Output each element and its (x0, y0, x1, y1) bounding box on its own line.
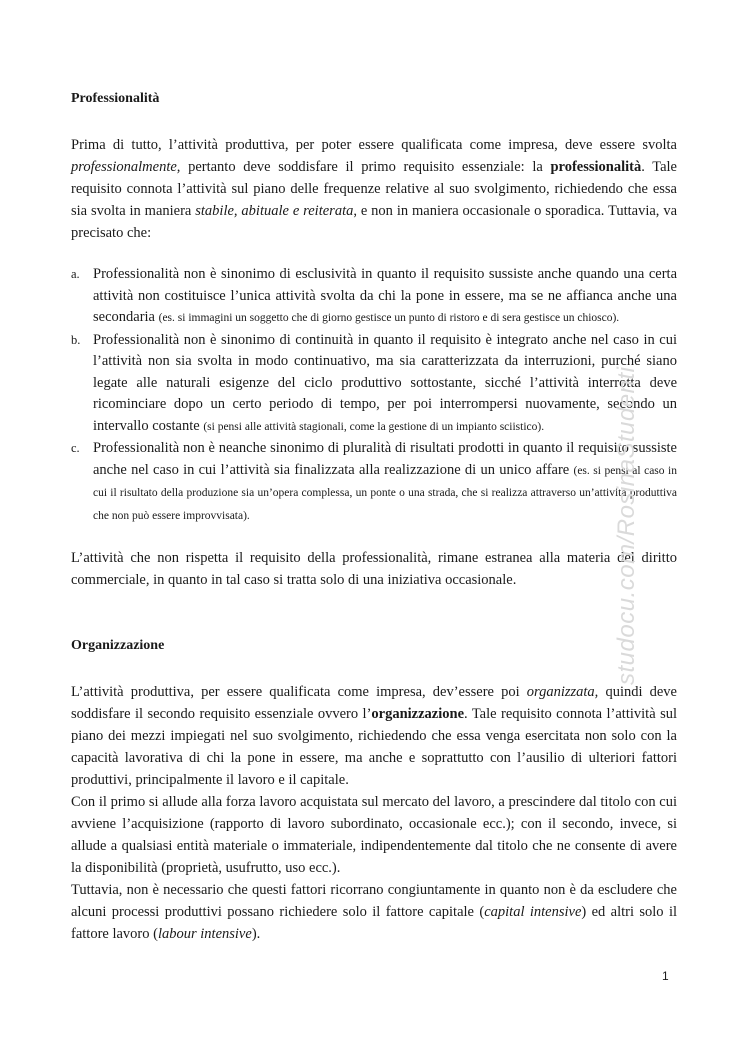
spacer (71, 244, 677, 264)
organizzazione-paragraph-1 (71, 681, 677, 791)
org-text-3: . Tale requisito connota l’attività sul piano dei mezzi impiegati nel suo svolgimento, richiedendo che essa venga esercitata non solo con la capacità lavorativa di chi la pone in essere, ma anche e soprattutto con l’ausilio di ulteriori fattori produttivi, principalmente il lavoro e il capitale. (71, 706, 677, 788)
intro-text-2: pertanto deve soddisfare il primo requisito essenziale: la (180, 159, 551, 175)
list-item-note: (es. si pensi al caso in cui il risultato della produzione sia un’opera complessa, un ponte o una strada, che si realizza attraverso un’attività produttiva che non può essere improvvisata). (93, 464, 677, 522)
intro-text-4: , e non in maniera occasionale o sporadica. Tuttavia, va precisato che: (71, 203, 678, 241)
org-text-1: L’attività produttiva, per essere qualificata come impresa, dev’essere poi (71, 684, 527, 700)
intro-bold-term: professionalità (550, 159, 642, 175)
list-marker: b. (71, 332, 81, 347)
spacer (71, 527, 677, 547)
requirement-list (71, 264, 677, 527)
intro-emphasis-1: professionalmente, (71, 159, 181, 175)
org-text-6: ). (251, 926, 261, 942)
organizzazione-paragraph-3 (71, 879, 677, 945)
page-number: 1 (662, 969, 669, 983)
list-marker: a. (71, 267, 80, 281)
watermark-text: studocu.com/RosinaStudenti (613, 366, 640, 685)
spacer (71, 110, 677, 134)
intro-paragraph (71, 134, 677, 244)
section-title-professionalita: Professionalità (71, 91, 160, 106)
list-item-note: (si pensi alle attività stagionali, come la gestione di un impianto sciistico). (203, 420, 545, 433)
list-item-text: Professionalità non è sinonimo di continuità in quanto il requisito è integrato anche nel caso in cui l’attività non sia svolta in modo continuativo, ma sia caratterizzata da interruzioni, purché siano legate alle naturali esigenze del ciclo produttivo sottostante, sicché l’attività interrotta deve ricominciare dopo un certo periodo di tempo, per poi interrompersi nuovamente, secondo un intervallo costante (93, 331, 677, 434)
org-emphasis-1: organizzata, (526, 684, 599, 700)
list-item (71, 330, 677, 439)
org-text-2: quindi deve soddisfare il secondo requisito essenziale ovvero l’ (71, 684, 677, 722)
closing-paragraph: L’attività che non rispetta il requisito della professionalità, rimane estranea alla materia del diritto commerciale, in quanto in tal caso si tratta solo di una iniziativa occasionale. (71, 550, 677, 588)
org-emphasis-3: labour intensive (157, 926, 252, 942)
list-marker: c. (71, 441, 80, 455)
org-text-5: ) ed altri solo il fattore lavoro ( (71, 904, 677, 942)
org-bold-term: organizzazione (371, 706, 465, 722)
document-page (71, 88, 677, 945)
spacer (71, 591, 677, 635)
list-item (71, 264, 677, 330)
intro-text-3: . Tale requisito connota l’attività sul piano delle frequenze relative al suo svolgimento, richiedendo che essa sia svolta in maniera (71, 159, 677, 219)
intro-text-1: Prima di tutto, l’attività produttiva, per poter essere qualificata come impresa, deve essere svolta (71, 137, 677, 153)
org-emphasis-2: capital intensive (484, 904, 582, 920)
list-item (71, 438, 677, 527)
org-text-4: Tuttavia, non è necessario che questi fattori ricorrano congiuntamente in quanto non è da escludere che alcuni processi produttivi possano richiedere solo il fattore capitale ( (71, 882, 677, 920)
organizzazione-paragraph-2: Con il primo si allude alla forza lavoro acquistata sul mercato del lavoro, a prescindere dal titolo con cui avviene l’acquisizione (rapporto di lavoro subordinato, occasionale ecc.); con il secondo, invece, si allude a qualsiasi entità materiale o immateriale, indipendentemente dal titolo che ne consente di avere la disponibilità (proprietà, usufrutto, uso ecc.). (71, 794, 677, 876)
list-item-text: Professionalità non è neanche sinonimo di pluralità di risultati prodotti in quanto il requisito sussiste anche nel caso in cui l’attività sia finalizzata alla realizzazione di un unico affare (93, 440, 677, 478)
section-title-organizzazione: Organizzazione (71, 638, 165, 653)
list-item-text: Professionalità non è sinonimo di esclusività in quanto il requisito sussiste anche quando una certa attività non costituisce l’unica attività svolta da chi la pone in essere, ma se ne affianca anche una secondaria (93, 266, 677, 325)
intro-emphasis-2: stabile, abituale e reiterata (195, 203, 354, 219)
list-item-note: (es. si immagini un soggetto che di giorno gestisce un punto di ristoro e di sera gestisce un chiosco). (158, 312, 620, 324)
spacer (71, 657, 677, 681)
